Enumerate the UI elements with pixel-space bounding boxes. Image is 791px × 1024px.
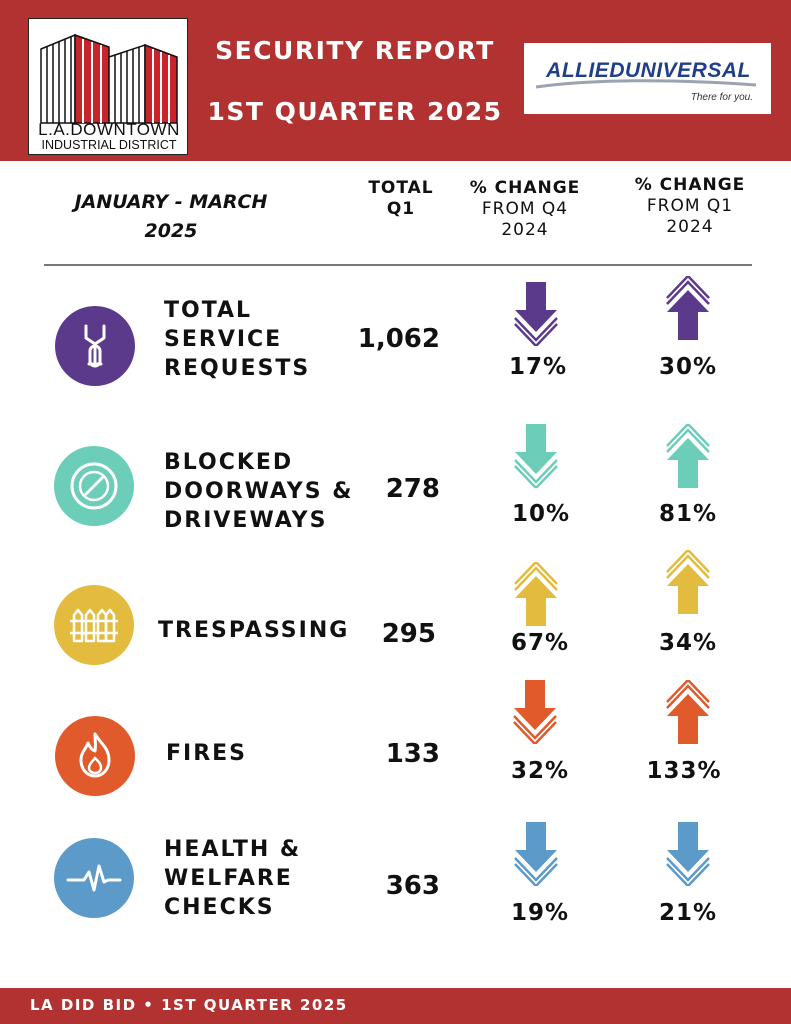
swoosh-icon (534, 77, 759, 91)
label-line: SERVICE (164, 327, 283, 352)
period-line1: JANUARY - MARCH (74, 191, 268, 213)
period-heading (40, 188, 302, 246)
no-entry-icon (54, 446, 134, 526)
total-service-requests: 1,062 (357, 324, 440, 354)
fence-icon (54, 585, 134, 665)
change-q1-heading (620, 175, 760, 238)
total-trespassing: 295 (381, 619, 436, 649)
change-q4-heading-line1: % CHANGE (469, 178, 581, 198)
change-q1-service-requests: 30% (658, 354, 718, 380)
partner-logo-text: ALLIEDUNIVERSAL (546, 59, 751, 82)
change-q1-trespassing: 34% (658, 630, 718, 656)
up-arrow-icon (666, 424, 710, 488)
down-arrow-icon (514, 424, 558, 488)
report-title: SECURITY REPORT (215, 36, 495, 65)
total-heading-line2: Q1 (386, 199, 416, 219)
report-subtitle: 1ST QUARTER 2025 (207, 97, 503, 126)
buildings-icon (35, 27, 183, 127)
label-line: CHECKS (164, 895, 275, 920)
allied-universal-logo (524, 43, 771, 114)
heartbeat-icon (54, 838, 134, 918)
down-arrow-icon (514, 282, 558, 346)
change-q1-heading-line2: FROM Q1 (646, 196, 734, 216)
down-arrow-icon (513, 680, 557, 744)
header-divider (44, 264, 752, 266)
label-line: WELFARE (164, 866, 293, 891)
change-q1-fires: 133% (646, 758, 722, 784)
label-line: REQUESTS (164, 356, 311, 381)
total-blocked-doorways: 278 (385, 474, 440, 504)
change-q4-service-requests: 17% (508, 354, 568, 380)
up-arrow-icon (666, 276, 710, 340)
change-q4-fires: 32% (510, 758, 570, 784)
row-label-health-welfare (164, 835, 301, 922)
total-health-welfare: 363 (385, 871, 440, 901)
change-q1-heading-line3: 2024 (666, 217, 714, 237)
label-line: TRESPASSING (158, 618, 350, 643)
partner-tagline: There for you. (690, 92, 753, 103)
down-arrow-icon (514, 822, 558, 886)
wrench-icon (55, 306, 135, 386)
label-line: FIRES (166, 741, 248, 766)
change-q1-health-welfare: 21% (658, 900, 718, 926)
footer-text: LA DID BID • 1ST QUARTER 2025 (30, 996, 348, 1014)
label-line: HEALTH & (164, 837, 302, 862)
footer-bar (0, 988, 791, 1024)
row-label-service-requests (164, 296, 310, 383)
row-label-trespassing (158, 616, 349, 645)
up-arrow-icon (666, 550, 710, 614)
report-header (0, 0, 791, 161)
up-arrow-icon (666, 680, 710, 744)
la-downtown-logo (28, 18, 188, 155)
change-q1-blocked-doorways: 81% (658, 501, 718, 527)
total-heading-line1: TOTAL (368, 178, 434, 198)
row-label-fires (166, 739, 247, 768)
total-fires: 133 (385, 739, 440, 769)
label-line: DOORWAYS & (164, 479, 354, 504)
label-line: TOTAL (164, 298, 253, 323)
label-line: DRIVEWAYS (164, 508, 328, 533)
up-arrow-icon (514, 562, 558, 626)
row-label-blocked-doorways (164, 448, 353, 535)
label-line: BLOCKED (164, 450, 294, 475)
period-line2: 2025 (144, 220, 198, 242)
change-q4-heading-line3: 2024 (501, 220, 549, 240)
logo-line1: L.A.DOWNTOWN (38, 120, 180, 139)
fire-icon (55, 716, 135, 796)
total-q1-heading (358, 178, 444, 220)
change-q4-blocked-doorways: 10% (511, 501, 571, 527)
logo-line2: INDUSTRIAL DISTRICT (41, 138, 177, 152)
change-q4-heading-line2: FROM Q4 (481, 199, 569, 219)
change-q4-heading (455, 178, 595, 241)
change-q4-health-welfare: 19% (510, 900, 570, 926)
change-q1-heading-line1: % CHANGE (634, 175, 746, 195)
down-arrow-icon (666, 822, 710, 886)
change-q4-trespassing: 67% (510, 630, 570, 656)
